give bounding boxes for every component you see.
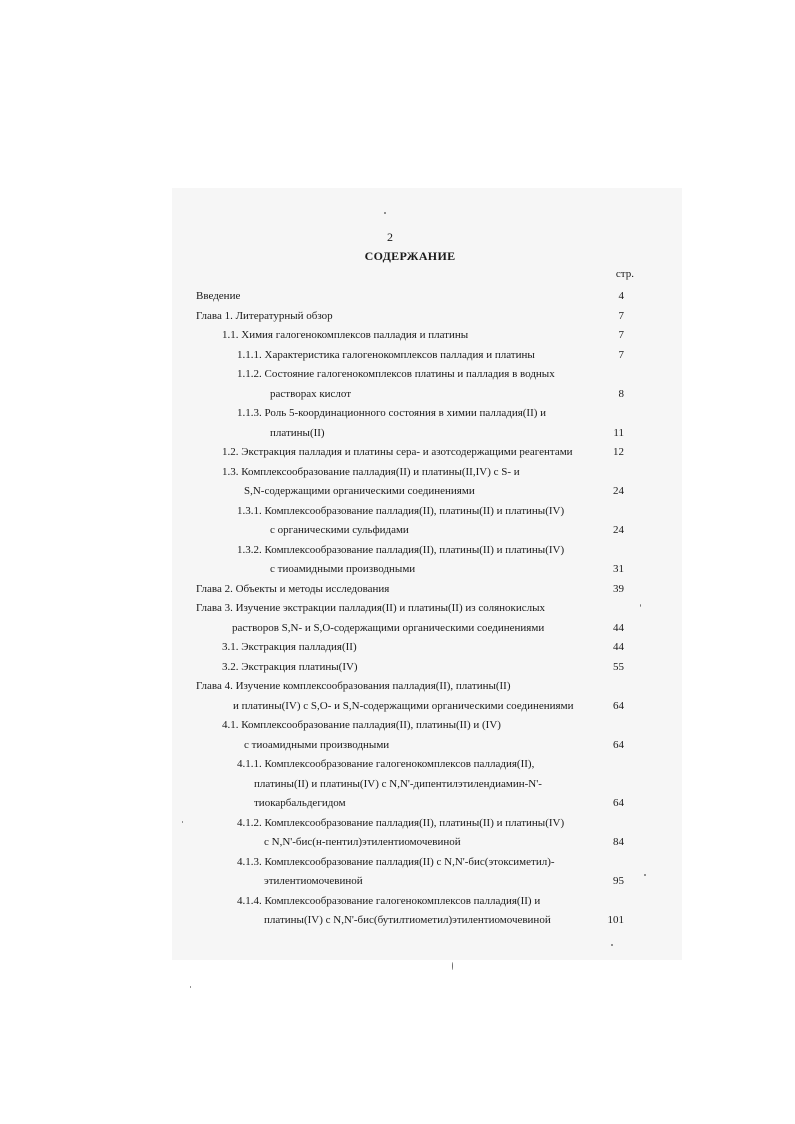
toc-page-number: 44 — [613, 622, 624, 634]
toc-entry-line: 3.1. Экстракция палладия(II) — [222, 641, 357, 653]
toc-entry-line: 1.2. Экстракция палладия и платины сера- и азотсодержащими реагентами — [222, 446, 573, 458]
toc-page-number: 7 — [618, 310, 624, 322]
toc-entry-line: 1.1. Химия галогенокомплексов палладия и платины — [222, 329, 469, 341]
toc-entry-line: с органическими сульфидами — [270, 524, 409, 536]
scan-speck — [640, 604, 641, 607]
toc-entry-line: 4.1.1. Комплексообразование галогенокомплексов палладия(II), — [237, 758, 535, 770]
toc-entry-line: этилентиомочевиной — [264, 875, 363, 887]
toc-page-number: 64 — [613, 797, 624, 809]
toc-page-number: 8 — [618, 388, 624, 400]
toc-page-number: 11 — [613, 427, 624, 439]
toc-entry-line: с тиоамидными производными — [270, 563, 416, 575]
scan-speck — [611, 944, 613, 946]
toc-entry-line: Глава 2. Объекты и методы исследования — [196, 583, 390, 595]
toc-entry-line: растворах кислот — [270, 388, 352, 400]
toc-page-number: 39 — [613, 583, 624, 595]
scan-speck — [452, 962, 453, 970]
scan-speck — [182, 821, 183, 823]
toc-page-number: 7 — [618, 349, 624, 361]
toc-entry-line: 1.3.1. Комплексообразование палладия(II), платины(II) и платины(IV) — [237, 505, 565, 517]
toc-entry-line: 1.3. Комплексообразование палладия(II) и платины(II,IV) с S- и — [222, 466, 520, 478]
toc-page-number: 95 — [613, 875, 624, 887]
toc-page-number: 24 — [613, 524, 624, 536]
toc-page-number: 44 — [613, 641, 624, 653]
page-column-label: стр. — [615, 268, 634, 280]
toc-page-number: 55 — [613, 661, 624, 673]
toc-page-number: 64 — [613, 700, 624, 712]
toc-entry-line: и платины(IV) с S,O- и S,N-содержащими органическими соединениями — [233, 700, 574, 712]
toc-page-number: 31 — [613, 563, 624, 575]
toc-entry-line: с N,N'-бис(н-пентил)этилентиомочевиной — [264, 836, 461, 848]
toc-entry-line: с тиоамидными производными — [244, 739, 390, 751]
toc-entry-line: тиокарбальдегидом — [254, 797, 346, 809]
toc-entry-line: 3.2. Экстракция платины(IV) — [222, 661, 358, 673]
toc-entry-line: 4.1. Комплексообразование палладия(II), платины(II) и (IV) — [222, 719, 501, 731]
scan-speck — [190, 986, 191, 988]
toc-entry-line: платины(II) — [270, 427, 325, 439]
toc-entry-line: S,N-содержащими органическими соединениями — [244, 485, 475, 497]
toc-entry-line: 4.1.2. Комплексообразование палладия(II), платины(II) и платины(IV) — [237, 817, 565, 829]
toc-entry-line: Глава 1. Литературный обзор — [196, 310, 333, 322]
toc-entry-line: Глава 4. Изучение комплексообразования палладия(II), платины(II) — [196, 680, 511, 692]
scan-speck — [644, 874, 646, 876]
toc-page-number: 4 — [618, 290, 624, 302]
toc-page-number: 12 — [613, 446, 624, 458]
toc-entry-line: платины(II) и платины(IV) с N,N'-дипентилэтилендиамин-N'- — [254, 778, 542, 790]
toc-entry-line: платины(IV) с N,N'-бис(бутилтиометил)этилентиомочевиной — [264, 914, 551, 926]
page-title: СОДЕРЖАНИЕ — [364, 249, 456, 263]
toc-entry-line: 4.1.3. Комплексообразование палладия(II) с N,N'-бис(этоксиметил)- — [237, 856, 555, 868]
toc-entry-line: Глава 3. Изучение экстракции палладия(II) и платины(II) из солянокислых — [196, 602, 546, 614]
toc-page-number: 84 — [613, 836, 624, 848]
toc-page-number: 64 — [613, 739, 624, 751]
page-number: 2 — [387, 230, 393, 244]
toc-page-number: 24 — [613, 485, 624, 497]
toc-entry-line: 1.3.2. Комплексообразование палладия(II), платины(II) и платины(IV) — [237, 544, 565, 556]
scan-speck — [384, 212, 386, 214]
toc-entry-line: Введение — [196, 290, 241, 302]
toc-page-number: 101 — [607, 914, 624, 926]
toc-entry-line: 4.1.4. Комплексообразование галогенокомплексов палладия(II) и — [237, 895, 541, 907]
toc-page-number: 7 — [618, 329, 624, 341]
toc-entry-line: 1.1.1. Характеристика галогенокомплексов палладия и платины — [237, 349, 535, 361]
toc-entry-line: растворов S,N- и S,O-содержащими органическими соединениями — [232, 622, 545, 634]
toc-entry-line: 1.1.3. Роль 5-координационного состояния в химии палладия(II) и — [237, 407, 547, 419]
toc-entry-line: 1.1.2. Состояние галогенокомплексов платины и палладия в водных — [237, 368, 555, 380]
